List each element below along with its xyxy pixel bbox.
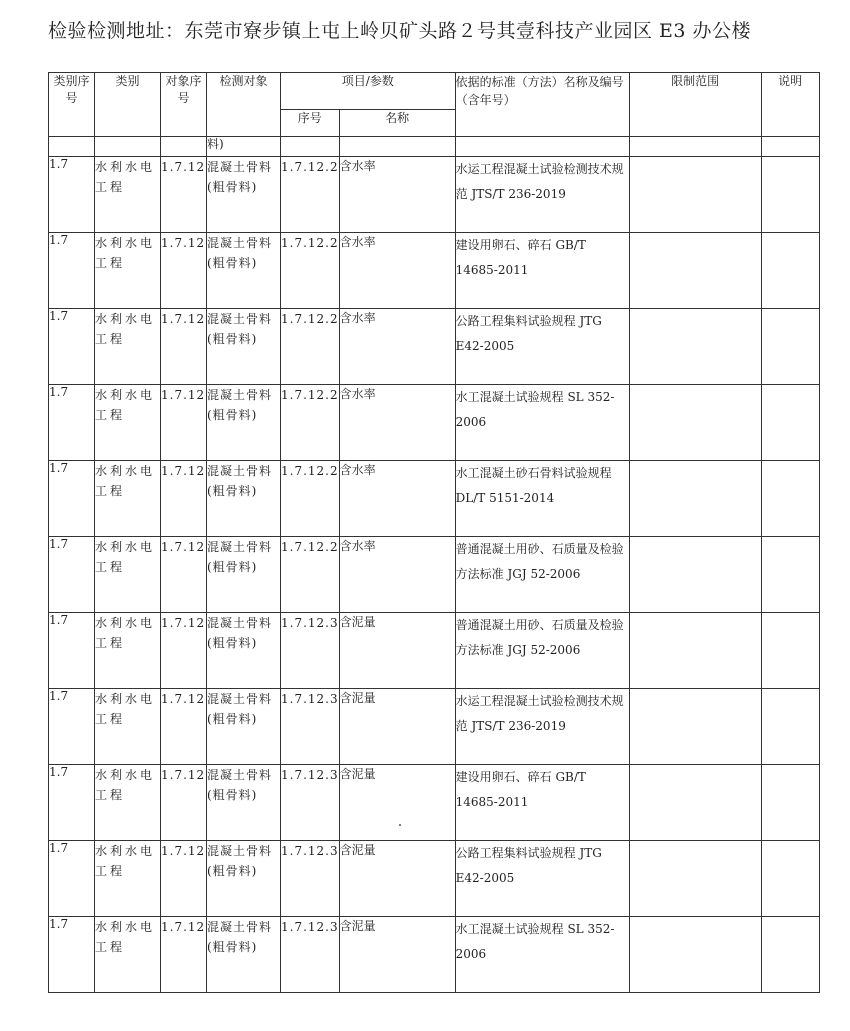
cell-object: 混凝土骨料(粗骨料) [207, 309, 281, 385]
cell-limit [629, 385, 761, 461]
cell-param-num: 1.7.12.3 [281, 841, 340, 917]
cell-obj-num: 1.7.12 [161, 157, 207, 233]
cell-standard: 公路工程集料试验规程 JTG E42-2005 [455, 309, 629, 385]
cell-cat-num: 1.7 [49, 917, 95, 993]
cell-obj-num: 1.7.12 [161, 385, 207, 461]
cell-cat-num: 1.7 [49, 309, 95, 385]
cell-param-name: 含水率 [339, 157, 455, 233]
cell-obj-num: 1.7.12 [161, 841, 207, 917]
cell-obj-num: 1.7.12 [161, 765, 207, 841]
cell-note [761, 537, 819, 613]
cell-category: 水利水电工程 [95, 613, 161, 689]
cell-obj-num: 1.7.12 [161, 461, 207, 537]
cell-limit [629, 765, 761, 841]
table-row [49, 461, 820, 537]
cell-category: 水利水电工程 [95, 537, 161, 613]
cell-param-num: 1.7.12.2 [281, 537, 340, 613]
table-row [49, 233, 820, 309]
cell-standard: 水运工程混凝土试验检测技术规范 JTS/T 236-2019 [455, 157, 629, 233]
cell-cat-num: 1.7 [49, 461, 95, 537]
cell-object: 混凝土骨料(粗骨料) [207, 385, 281, 461]
page-title: 检验检测地址：东莞市寮步镇上屯上岭贝矿头路２号其壹科技产业园区 E3 办公楼 [48, 20, 752, 42]
header-object: 检测对象 [207, 73, 281, 137]
cell-cat-num: 1.7 [49, 385, 95, 461]
cell-category: 水利水电工程 [95, 841, 161, 917]
cell-limit [629, 461, 761, 537]
cell-standard: 水工混凝土试验规程 SL 352-2006 [455, 385, 629, 461]
cell-param-num: 1.7.12.2 [281, 385, 340, 461]
cell-param-num: 1.7.12.3 [281, 917, 340, 993]
table-row [49, 841, 820, 917]
cell-note [761, 841, 819, 917]
cell-category: 水利水电工程 [95, 917, 161, 993]
cell-object: 混凝土骨料(粗骨料) [207, 157, 281, 233]
cell-cat-num: 1.7 [49, 613, 95, 689]
header-param-num: 序号 [281, 110, 340, 137]
cell-cat-num: 1.7 [49, 233, 95, 309]
header-category: 类别 [95, 73, 161, 137]
table-row [49, 765, 820, 841]
cell-category: 水利水电工程 [95, 461, 161, 537]
header-standard: 依据的标准（方法）名称及编号（含年号） [455, 73, 629, 137]
cell-param-name: 含水率 [339, 309, 455, 385]
cell-limit [629, 917, 761, 993]
cell-note [761, 613, 819, 689]
cell-object: 混凝土骨料(粗骨料) [207, 537, 281, 613]
cell-cat-num: 1.7 [49, 157, 95, 233]
cell-cat-num: 1.7 [49, 689, 95, 765]
table-row [49, 613, 820, 689]
header-param-group: 项目/参数 [281, 73, 456, 110]
cell-cat-num: 1.7 [49, 765, 95, 841]
cell-note [761, 917, 819, 993]
table-row [49, 537, 820, 613]
cell-obj-num: 1.7.12 [161, 537, 207, 613]
cell-param-name: 含水率 [339, 537, 455, 613]
cell-param-num: 1.7.12.2 [281, 309, 340, 385]
cell-obj-num: 1.7.12 [161, 917, 207, 993]
cell-param-name: 含泥量 [339, 841, 455, 917]
cell-note [761, 461, 819, 537]
scan-speck [399, 824, 401, 826]
cell-param-name: 含水率 [339, 233, 455, 309]
cell-standard: 普通混凝土用砂、石质量及检验方法标准 JGJ 52-2006 [455, 537, 629, 613]
cell-param-num: 1.7.12.2 [281, 233, 340, 309]
cell-limit [629, 689, 761, 765]
cell-param-name: 含泥量 [339, 613, 455, 689]
cell-standard: 建设用卵石、碎石 GB/T 14685-2011 [455, 233, 629, 309]
cell-object: 混凝土骨料(粗骨料) [207, 917, 281, 993]
cell-note [761, 765, 819, 841]
cell-object: 混凝土骨料(粗骨料) [207, 841, 281, 917]
cell-category: 水利水电工程 [95, 309, 161, 385]
cell-cat-num: 1.7 [49, 537, 95, 613]
cell-param-num: 1.7.12.2 [281, 461, 340, 537]
cell-obj-num: 1.7.12 [161, 613, 207, 689]
header-param-name: 名称 [339, 110, 455, 137]
cell-param-name: 含水率 [339, 461, 455, 537]
cell-param-num: 1.7.12.2 [281, 157, 340, 233]
cell-standard: 公路工程集料试验规程 JTG E42-2005 [455, 841, 629, 917]
table-row [49, 385, 820, 461]
table-row [49, 689, 820, 765]
cell-param-name: 含泥量 [339, 689, 455, 765]
header-limit: 限制范围 [629, 73, 761, 137]
continuation-object: 料) [207, 137, 281, 157]
cell-limit [629, 841, 761, 917]
cell-note [761, 385, 819, 461]
cell-obj-num: 1.7.12 [161, 689, 207, 765]
cell-standard: 普通混凝土用砂、石质量及检验方法标准 JGJ 52-2006 [455, 613, 629, 689]
cell-cat-num: 1.7 [49, 841, 95, 917]
cell-note [761, 309, 819, 385]
header-cat-num: 类别序号 [49, 73, 95, 137]
cell-param-num: 1.7.12.3 [281, 689, 340, 765]
cell-object: 混凝土骨料(粗骨料) [207, 233, 281, 309]
cell-obj-num: 1.7.12 [161, 233, 207, 309]
cell-limit [629, 157, 761, 233]
cell-category: 水利水电工程 [95, 765, 161, 841]
cell-limit [629, 233, 761, 309]
cell-standard: 建设用卵石、碎石 GB/T 14685-2011 [455, 765, 629, 841]
cell-object: 混凝土骨料(粗骨料) [207, 613, 281, 689]
cell-category: 水利水电工程 [95, 157, 161, 233]
cell-param-num: 1.7.12.3 [281, 765, 340, 841]
cell-limit [629, 537, 761, 613]
cell-limit [629, 613, 761, 689]
cell-param-name: 含水率 [339, 385, 455, 461]
cell-object: 混凝土骨料(粗骨料) [207, 461, 281, 537]
cell-category: 水利水电工程 [95, 689, 161, 765]
cell-standard: 水工混凝土砂石骨料试验规程 DL/T 5151-2014 [455, 461, 629, 537]
table-row [49, 917, 820, 993]
header-obj-num: 对象序号 [161, 73, 207, 137]
cell-obj-num: 1.7.12 [161, 309, 207, 385]
cell-object: 混凝土骨料(粗骨料) [207, 765, 281, 841]
cell-note [761, 157, 819, 233]
cell-param-num: 1.7.12.3 [281, 613, 340, 689]
continuation-row [49, 137, 820, 157]
table-row [49, 157, 820, 233]
cell-note [761, 233, 819, 309]
cell-standard: 水工混凝土试验规程 SL 352-2006 [455, 917, 629, 993]
header-note: 说明 [761, 73, 819, 137]
cell-object: 混凝土骨料(粗骨料) [207, 689, 281, 765]
cell-note [761, 689, 819, 765]
cell-param-name: 含泥量 [339, 917, 455, 993]
cell-limit [629, 309, 761, 385]
table-row [49, 309, 820, 385]
accreditation-table [48, 72, 820, 993]
cell-category: 水利水电工程 [95, 385, 161, 461]
cell-category: 水利水电工程 [95, 233, 161, 309]
cell-param-name: 含泥量 [339, 765, 455, 841]
cell-standard: 水运工程混凝土试验检测技术规范 JTS/T 236-2019 [455, 689, 629, 765]
